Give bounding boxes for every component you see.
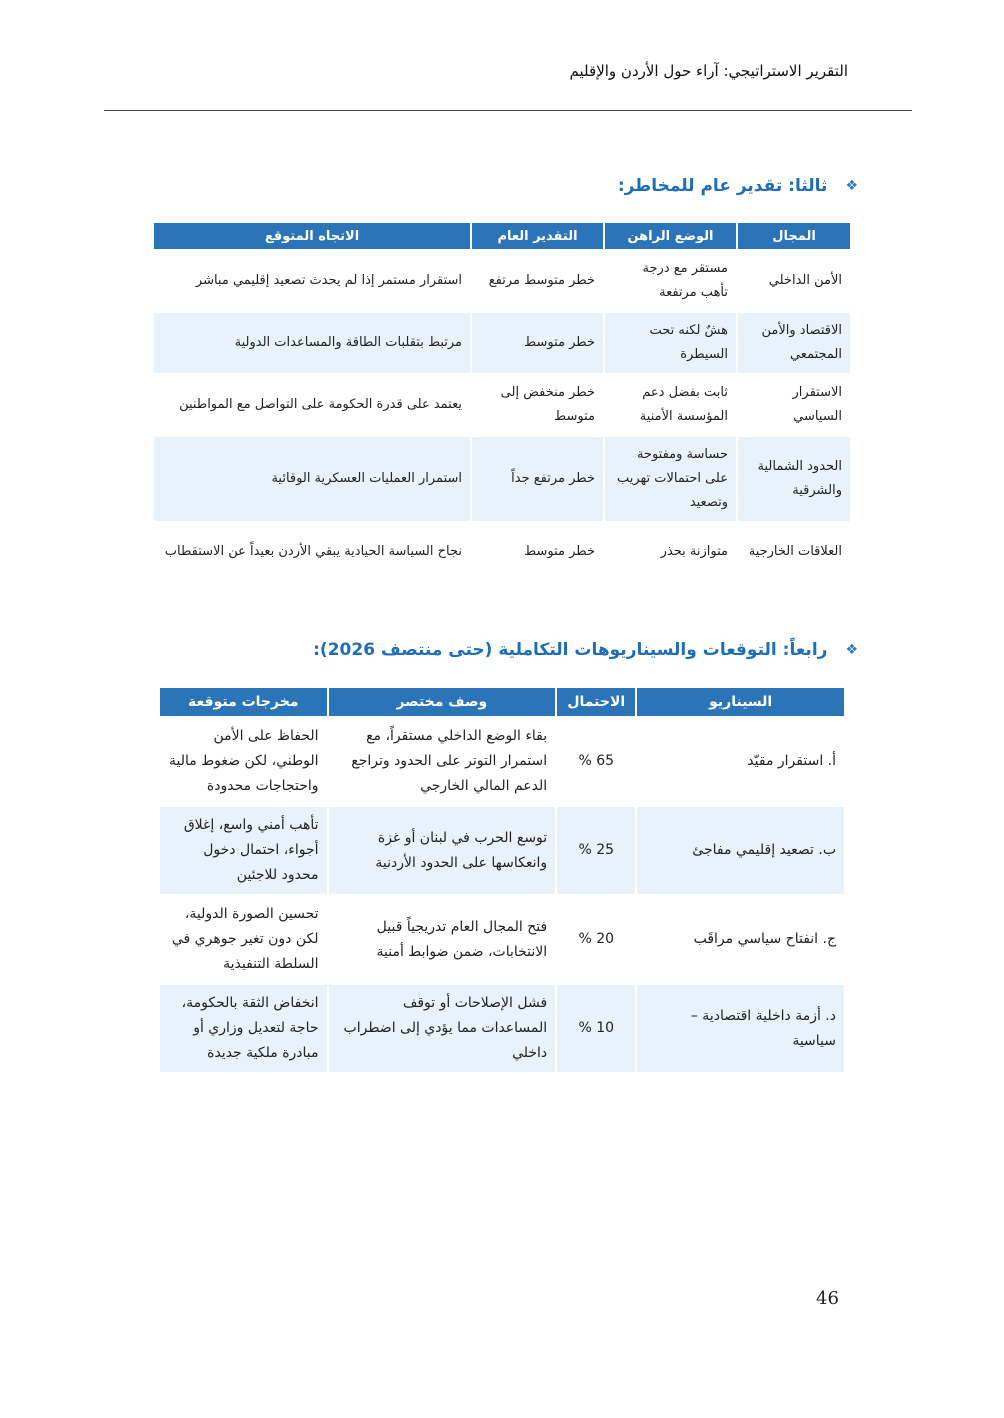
column-header-outcomes: مخرجات متوقعة xyxy=(160,688,327,716)
table-header-row xyxy=(154,223,850,249)
cell-status: متوازنة بحذر xyxy=(660,544,728,559)
diamond-bullet-icon: ❖ xyxy=(845,642,858,658)
section-heading-text: ثالثا: تقدير عام للمخاطر: xyxy=(617,176,828,196)
cell-description: فتح المجال العام تدريجياً قبيل الانتخابات، ضمن ضوابط أمنية xyxy=(376,918,548,960)
cell-probability: 25 % xyxy=(557,807,635,894)
table-row xyxy=(160,718,844,805)
column-header-trend: الاتجاه المتوقع xyxy=(154,223,470,249)
cell-status: هشٌ لكنه تحت السيطرة xyxy=(605,313,736,373)
cell-rating: خطر متوسط xyxy=(472,313,603,373)
section-heading-scenarios xyxy=(313,640,858,660)
running-header-title: التقرير الاستراتيجي: آراء حول الأردن والإقليم xyxy=(569,62,848,80)
column-header-probability: الاحتمال xyxy=(557,688,635,716)
cell-status: مستقر مع درجة تأهب مرتفعة xyxy=(642,261,728,300)
header-divider xyxy=(104,110,912,111)
table-row xyxy=(154,375,850,435)
cell-outcomes: انخفاض الثقة بالحكومة، حاجة لتعديل وزاري أو مبادرة ملكية جديدة xyxy=(160,985,327,1072)
cell-scenario: ب. تصعيد إقليمي مفاجئ xyxy=(637,807,844,894)
table-row xyxy=(154,523,850,581)
table-row xyxy=(160,807,844,894)
cell-probability: 10 % xyxy=(557,985,635,1072)
cell-status: ثابت بفضل دعم المؤسسة الأمنية xyxy=(639,385,728,424)
cell-outcomes: تحسين الصورة الدولية، لكن دون تغير جوهري في السلطة التنفيذية xyxy=(171,906,319,972)
diamond-bullet-icon: ❖ xyxy=(845,178,858,194)
cell-trend: استمرار العمليات العسكرية الوقائية xyxy=(154,437,470,521)
table-row xyxy=(154,437,850,521)
cell-field: الاقتصاد والأمن المجتمعي xyxy=(738,313,850,373)
column-header-scenario: السيناريو xyxy=(637,688,844,716)
scenarios-table xyxy=(158,686,846,1074)
cell-trend: يعتمد على قدرة الحكومة على التواصل مع المواطنين xyxy=(179,397,462,412)
page-number: 46 xyxy=(816,1288,839,1309)
cell-rating: خطر متوسط xyxy=(524,544,595,559)
table-header-row xyxy=(160,688,844,716)
table-row xyxy=(154,313,850,373)
cell-description: توسع الحرب في لبنان أو غزة وانعكاسها على الحدود الأردنية xyxy=(329,807,556,894)
cell-probability: 65 % xyxy=(578,753,615,769)
cell-probability: 20 % xyxy=(578,931,615,947)
cell-description: بقاء الوضع الداخلي مستقراً، مع استمرار التوتر على الحدود وتراجع الدعم المالي الخارجي xyxy=(351,728,548,794)
cell-scenario: أ. استقرار مقيّد xyxy=(747,753,836,769)
column-header-rating: التقدير العام xyxy=(472,223,603,249)
table-row xyxy=(160,985,844,1072)
cell-outcomes: الحفاظ على الأمن الوطني، لكن ضغوط مالية واحتجاجات محدودة xyxy=(168,728,319,794)
table-row xyxy=(160,896,844,983)
table-row xyxy=(154,251,850,311)
cell-rating: خطر متوسط مرتفع xyxy=(488,273,595,288)
cell-scenario: ج. انفتاح سياسي مراقَب xyxy=(693,931,836,947)
cell-trend: مرتبط بتقلبات الطاقة والمساعدات الدولية xyxy=(154,313,470,373)
column-header-status: الوضع الراهن xyxy=(605,223,736,249)
cell-status: حساسة ومفتوحة على احتمالات تهريب وتصعيد xyxy=(605,437,736,521)
cell-description: فشل الإصلاحات أو توقف المساعدات مما يؤدي إلى اضطراب داخلي xyxy=(329,985,556,1072)
cell-scenario: د. أزمة داخلية اقتصادية – سياسية xyxy=(637,985,844,1072)
cell-field: الأمن الداخلي xyxy=(768,273,842,288)
column-header-field: المجال xyxy=(738,223,850,249)
cell-outcomes: تأهب أمني واسع، إغلاق أجواء، احتمال دخول محدود للاجئين xyxy=(160,807,327,894)
section-heading-risk-assessment xyxy=(618,176,858,196)
section-heading-text: رابعاً: التوقعات والسيناريوهات التكاملية (حتى منتصف 2026): xyxy=(313,640,828,660)
cell-field: العلاقات الخارجية xyxy=(748,544,842,559)
cell-field: الاستقرار السياسي xyxy=(792,385,842,424)
cell-trend: استقرار مستمر إذا لم يحدث تصعيد إقليمي مباشر xyxy=(195,273,462,288)
column-header-description: وصف مختصر xyxy=(329,688,556,716)
cell-trend: نجاح السياسة الحيادية يبقي الأردن بعيداً عن الاستقطاب xyxy=(164,544,462,559)
cell-field: الحدود الشمالية والشرقية xyxy=(738,437,850,521)
cell-rating: خطر منخفض إلى متوسط xyxy=(500,385,595,424)
risk-assessment-table xyxy=(152,221,852,583)
cell-rating: خطر مرتفع جداً xyxy=(472,437,603,521)
